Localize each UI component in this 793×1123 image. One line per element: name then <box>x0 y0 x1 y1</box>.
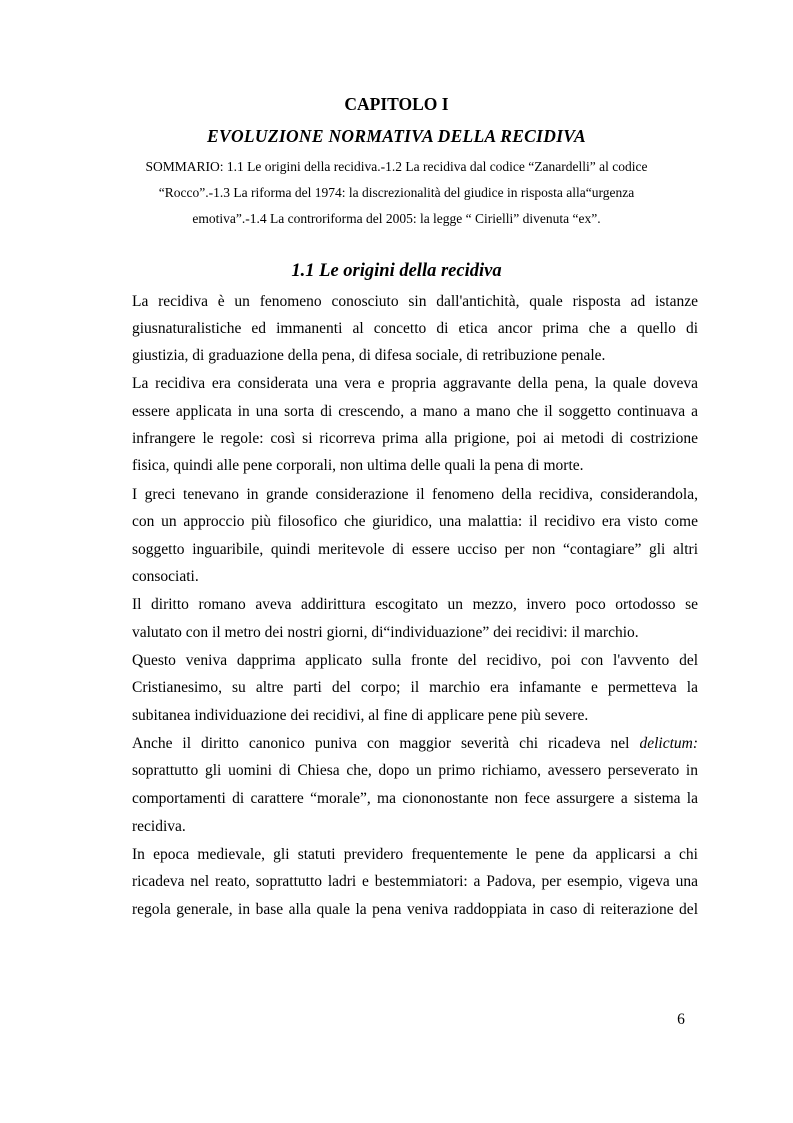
body-line: giustizia, di graduazione della pena, di difesa sociale, di retribuzione penale. <box>132 347 606 364</box>
body-line: giusnaturalistiche ed immanenti al concetto di etica ancor prima che a quello di <box>132 320 698 337</box>
body-line: Cristianesimo, su altre parti del corpo; il marchio era infamante e permetteva la <box>132 679 698 696</box>
body-line: soprattutto gli uomini di Chiesa che, dopo un primo richiamo, avessero perseverato in <box>132 762 698 779</box>
chapter-title: CAPITOLO I <box>344 94 449 114</box>
italic-term: delictum: <box>639 735 699 752</box>
body-line: In epoca medievale, gli statuti previdero frequentemente le pene da applicarsi a chi <box>132 846 698 863</box>
body-line: essere applicata in una sorta di crescendo, a mano a mano che il soggetto continuava a <box>132 403 698 420</box>
body-line: infrangere le regole: così si ricorreva prima alla prigione, poi ai metodi di costrizione <box>132 430 698 447</box>
body-line: fisica, quindi alle pene corporali, non ultima delle quali la pena di morte. <box>132 457 584 474</box>
summary-line: emotiva”.-1.4 La controriforma del 2005: la legge “ Cirielli” divenuta “ex”. <box>192 211 601 226</box>
body-line: con un approccio più filosofico che giuridico, una malattia: il recidivo era visto come <box>132 513 698 530</box>
body-line: consociati. <box>132 568 199 585</box>
chapter-subtitle: EVOLUZIONE NORMATIVA DELLA RECIDIVA <box>207 126 586 146</box>
body-line: recidiva. <box>132 818 186 835</box>
body-line: valutato con il metro dei nostri giorni, di“individuazione” dei recidivi: il marchio. <box>132 624 639 641</box>
body-line <box>132 736 698 752</box>
body-line: La recidiva è un fenomeno conosciuto sin dall'antichità, quale risposta ad istanze <box>132 293 698 310</box>
body-line-text: Anche il diritto canonico puniva con maggior severità chi ricadeva nel <box>132 735 630 752</box>
page-number: 6 <box>677 1011 685 1028</box>
body-line: soggetto inguaribile, quindi meritevole di essere ucciso per non “contagiare” gli altri <box>132 541 698 558</box>
summary-line: SOMMARIO: 1.1 Le origini della recidiva.-1.2 La recidiva dal codice “Zanardelli” al codice <box>145 159 648 174</box>
summary-line: “Rocco”.-1.3 La riforma del 1974: la discrezionalità del giudice in risposta alla“urgenza <box>158 185 635 200</box>
body-line: subitanea individuazione dei recidivi, al fine di applicare pene più severe. <box>132 707 589 724</box>
body-line: ricadeva nel reato, soprattutto ladri e bestemmiatori: a Padova, per esempio, vigeva una <box>132 873 698 890</box>
section-title: 1.1 Le origini della recidiva <box>291 261 502 281</box>
body-line: Il diritto romano aveva addirittura escogitato un mezzo, invero poco ortodosso se <box>132 596 698 613</box>
body-line: La recidiva era considerata una vera e propria aggravante della pena, la quale doveva <box>132 375 698 392</box>
body-line: regola generale, in base alla quale la pena veniva raddoppiata in caso di reiterazione del <box>132 901 698 918</box>
body-line: I greci tenevano in grande considerazione il fenomeno della recidiva, considerandola, <box>132 486 698 503</box>
body-line: comportamenti di carattere “morale”, ma ciononostante non fece assurgere a sistema la <box>132 790 698 807</box>
body-line: Questo veniva dapprima applicato sulla fronte del recidivo, poi con l'avvento del <box>132 652 698 669</box>
